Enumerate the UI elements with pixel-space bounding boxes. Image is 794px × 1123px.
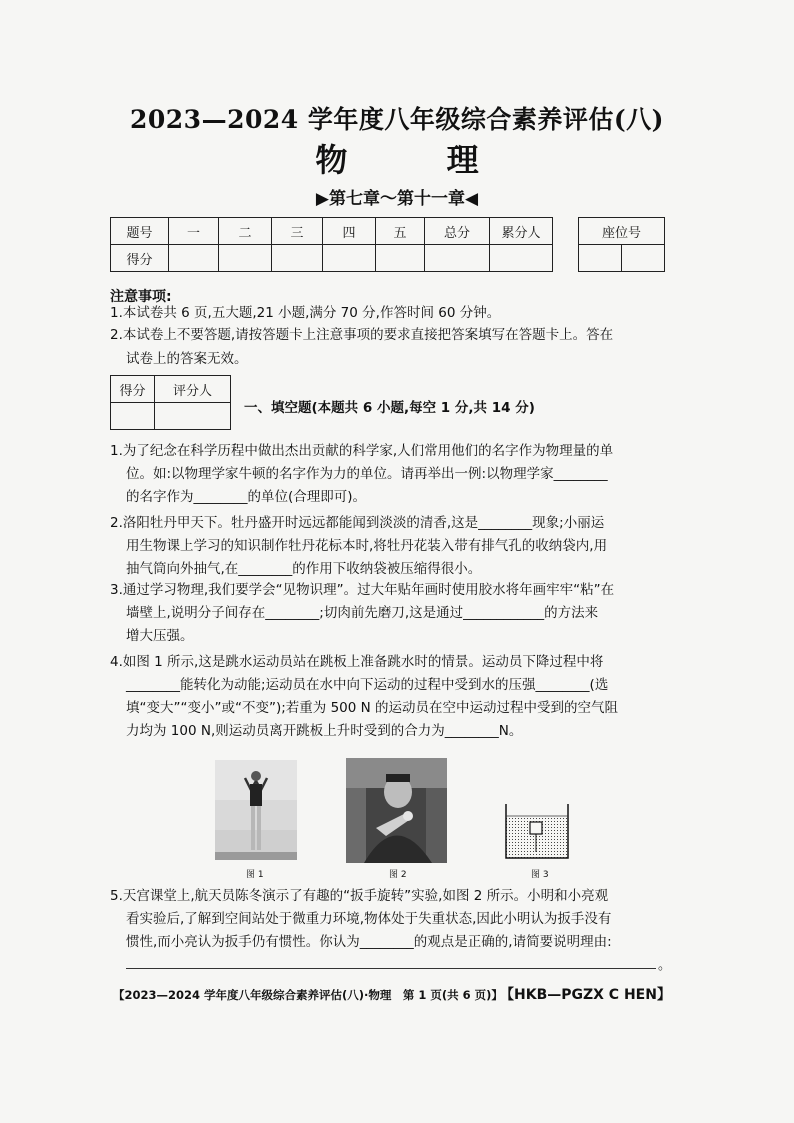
notice-item-2-cont: 试卷上的答案无效。 bbox=[126, 351, 248, 367]
score-cell[interactable] bbox=[323, 245, 376, 272]
figure-1-image bbox=[215, 760, 297, 860]
grader-score-label: 得分 bbox=[111, 376, 155, 403]
figure-2-image bbox=[346, 758, 447, 863]
question-2-line: 抽气筒向外抽气,在________的作用下收纳袋被压缩得很小。 bbox=[126, 561, 482, 577]
question-2 bbox=[110, 512, 686, 581]
seat-cell[interactable] bbox=[579, 245, 622, 272]
question-2-line: 用生物课上学习的知识制作牡丹花标本时,将牡丹花装入带有排气孔的收纳袋内,用 bbox=[126, 538, 608, 554]
question-3-line: 增大压强。 bbox=[126, 628, 194, 644]
grader-name-label: 评分人 bbox=[155, 376, 231, 403]
question-1-line: 1.为了纪念在科学历程中做出杰出贡献的科学家,人们常用他们的名字作为物理量的单 bbox=[110, 443, 614, 459]
score-cell[interactable] bbox=[490, 245, 553, 272]
question-3-line: 3.通过学习物理,我们要学会“见物识理”。过大年贴年画时使用胶水将年画牢牢“粘”在 bbox=[110, 582, 615, 598]
question-4-line: 力均为 100 N,则运动员离开跳板上升时受到的合力为________N。 bbox=[126, 723, 523, 739]
score-table-cell: 四 bbox=[323, 218, 376, 245]
score-table-cell: 五 bbox=[376, 218, 425, 245]
score-table-cell: 一 bbox=[169, 218, 219, 245]
section-heading: 一、填空题(本题共 6 小题,每空 1 分,共 14 分) bbox=[244, 400, 535, 416]
figure-2-caption: 图 2 bbox=[389, 870, 407, 880]
score-table-cell: 二 bbox=[219, 218, 272, 245]
question-1 bbox=[110, 440, 686, 509]
footer-code: 【HKB—PGZX C HEN】 bbox=[500, 987, 671, 1003]
seat-table bbox=[578, 217, 665, 272]
score-table-cell: 三 bbox=[272, 218, 323, 245]
score-table-cell: 累分人 bbox=[490, 218, 553, 245]
score-cell[interactable] bbox=[272, 245, 323, 272]
score-table-cell: 题号 bbox=[111, 218, 169, 245]
score-table bbox=[110, 217, 553, 272]
exam-title: 2023—2024 学年度八年级综合素养评估(八) bbox=[129, 105, 665, 134]
score-row-label: 得分 bbox=[111, 245, 169, 272]
astronaut-photo bbox=[346, 758, 447, 863]
question-4-line: 4.如图 1 所示,这是跳水运动员站在跳板上准备跳水时的情景。运动员下降过程中将 bbox=[110, 654, 604, 670]
question-5-line: 5.天宫课堂上,航天员陈冬演示了有趣的“扳手旋转”实验,如图 2 所示。小明和小亮观 bbox=[110, 888, 609, 904]
question-1-line: 位。如:以物理学家牛顿的名字作为力的单位。请再举出一例:以物理学家________ bbox=[126, 466, 608, 482]
question-4-line: 填“变大”“变小”或“不变”);若重为 500 N 的运动员在空中运动过程中受到的空气阻 bbox=[126, 700, 619, 716]
question-4 bbox=[110, 651, 686, 743]
score-table-cell: 总分 bbox=[425, 218, 490, 245]
question-5-line: 惯性,而小亮认为扳手仍有惯性。你认为________的观点是正确的,请简要说明理由: bbox=[126, 934, 612, 950]
seat-cell[interactable] bbox=[622, 245, 665, 272]
notice-item-2: 2.本试卷上不要答题,请按答题卡上注意事项的要求直接把答案填写在答题卡上。答在 bbox=[110, 327, 614, 343]
score-cell[interactable] bbox=[219, 245, 272, 272]
question-5-line: 看实验后,了解到空间站处于微重力环境,物体处于失重状态,因此小明认为扳手没有 bbox=[126, 911, 612, 927]
score-cell[interactable] bbox=[376, 245, 425, 272]
notice-item-1: 1.本试卷共 6 页,五大题,21 小题,满分 70 分,作答时间 60 分钟。 bbox=[110, 305, 501, 321]
question-3 bbox=[110, 579, 686, 648]
question-1-line: 的名字作为________的单位(合理即可)。 bbox=[126, 489, 367, 505]
figure-3-image bbox=[502, 802, 574, 862]
figure-1-caption: 图 1 bbox=[246, 870, 264, 880]
chapter-range: ▶第七章～第十一章◀ bbox=[315, 189, 479, 209]
score-cell[interactable] bbox=[169, 245, 219, 272]
question-4-line: ________能转化为动能;运动员在水中向下运动的过程中受到水的压强________(选 bbox=[126, 677, 609, 693]
question-3-line: 墙壁上,说明分子间存在________;切肉前先磨刀,这是通过____________的方法来 bbox=[126, 605, 599, 621]
grader-name-cell[interactable] bbox=[155, 403, 231, 430]
figure-3-caption: 图 3 bbox=[531, 870, 549, 880]
score-table-score-row bbox=[111, 245, 553, 272]
container-diagram bbox=[502, 802, 574, 862]
score-cell[interactable] bbox=[425, 245, 490, 272]
answer-line-end: 。 bbox=[658, 958, 672, 973]
grader-table bbox=[110, 375, 231, 430]
subject-title: 物 理 bbox=[315, 141, 523, 179]
question-5 bbox=[110, 885, 686, 954]
score-table-header-row bbox=[111, 218, 553, 245]
seat-label: 座位号 bbox=[579, 218, 665, 245]
diver-photo bbox=[215, 760, 297, 860]
grader-score-cell[interactable] bbox=[111, 403, 155, 430]
footer-page-info: 【2023—2024 学年度八年级综合素养评估(八)·物理 第 1 页(共 6 页)】 bbox=[113, 988, 503, 1002]
notice-heading: 注意事项: bbox=[110, 289, 172, 305]
question-2-line: 2.洛阳牡丹甲天下。牡丹盛开时远远都能闻到淡淡的清香,这是________现象;小丽运 bbox=[110, 515, 605, 531]
answer-line[interactable] bbox=[126, 968, 656, 969]
